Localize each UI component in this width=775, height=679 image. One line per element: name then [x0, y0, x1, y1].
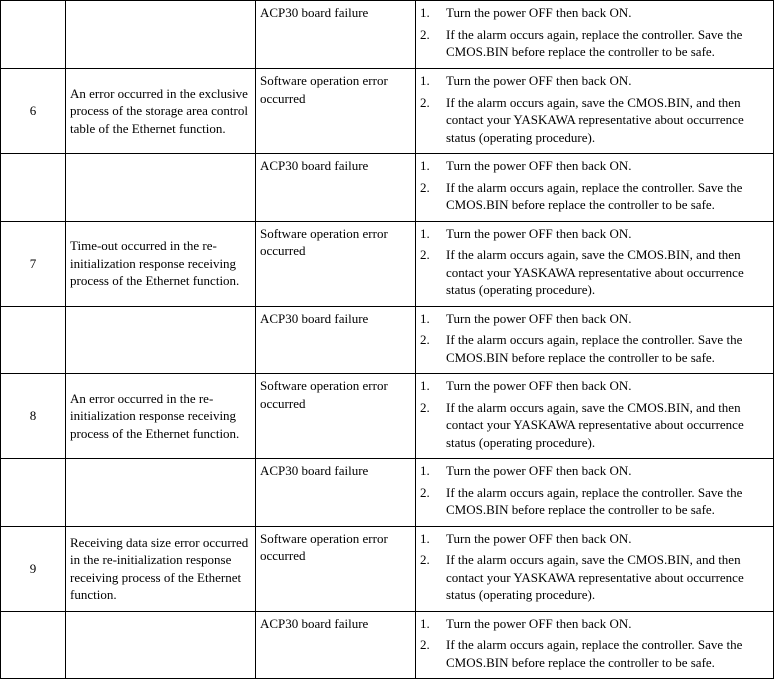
alarm-remedy: [416, 306, 774, 374]
alarm-remedy: [416, 154, 774, 222]
alarm-remedy: [416, 374, 774, 459]
remedy-step: [420, 157, 769, 175]
remedy-step: [420, 462, 769, 480]
alarm-description: [66, 611, 256, 679]
alarm-number: 7: [1, 221, 66, 306]
alarm-description: [66, 1, 256, 69]
remedy-step: [420, 331, 769, 366]
step-number: 1.: [420, 378, 430, 393]
alarm-description: [66, 154, 256, 222]
step-text: Turn the power OFF then back ON.: [446, 378, 632, 393]
step-text: If the alarm occurs again, replace the controller. Save the CMOS.BIN before replace the controller to be safe.: [446, 637, 743, 670]
step-number: 2.: [420, 26, 430, 42]
table-row: [1, 69, 774, 154]
remedy-step: [420, 399, 769, 452]
step-number: 2.: [420, 484, 430, 500]
alarm-number: 8: [1, 374, 66, 459]
table-row: [1, 459, 774, 527]
alarm-cause: ACP30 board failure: [256, 459, 416, 527]
alarm-number: [1, 1, 66, 69]
table-row: [1, 306, 774, 374]
alarm-description: Receiving data size error occurred in the re-initialization response receiving process of the Ethernet function.: [66, 526, 256, 611]
alarm-remedy: [416, 526, 774, 611]
alarm-cause: ACP30 board failure: [256, 154, 416, 222]
remedy-step: [420, 179, 769, 214]
step-text: If the alarm occurs again, save the CMOS.BIN, and then contact your YASKAWA representative about occurrence status (operating procedure).: [446, 399, 744, 450]
alarm-cause: ACP30 board failure: [256, 306, 416, 374]
alarm-number: [1, 306, 66, 374]
remedy-step: [420, 377, 769, 395]
alarm-cause: Software operation error occurred: [256, 221, 416, 306]
alarm-number: 9: [1, 526, 66, 611]
step-number: 1.: [420, 615, 430, 631]
step-number: 1.: [420, 225, 430, 241]
step-number: 1.: [420, 158, 430, 173]
step-text: Turn the power OFF then back ON.: [446, 463, 632, 478]
step-number: 1.: [420, 530, 430, 546]
alarm-number: [1, 154, 66, 222]
alarm-description: An error occurred in the exclusive process of the storage area control table of the Ethernet function.: [66, 69, 256, 154]
remedy-step: [420, 310, 769, 328]
step-text: Turn the power OFF then back ON.: [446, 615, 632, 631]
alarm-cause: Software operation error occurred: [256, 69, 416, 154]
table-row: [1, 1, 774, 69]
remedy-step: [420, 484, 769, 519]
alarm-remedy: [416, 611, 774, 679]
table-row: [1, 611, 774, 679]
alarm-number: [1, 611, 66, 679]
remedy-step: [420, 615, 769, 633]
alarm-cause: Software operation error occurred: [256, 374, 416, 459]
alarm-cause: Software operation error occurred: [256, 526, 416, 611]
step-number: 2.: [420, 637, 430, 652]
alarm-remedy: [416, 221, 774, 306]
remedy-step: [420, 636, 769, 671]
alarm-cause: ACP30 board failure: [256, 611, 416, 679]
step-number: 1.: [420, 73, 430, 88]
remedy-step: [420, 246, 769, 299]
alarm-description: [66, 459, 256, 527]
step-text: If the alarm occurs again, save the CMOS.BIN, and then contact your YASKAWA representative about occurrence status (operating procedure).: [446, 552, 744, 602]
alarm-description: [66, 306, 256, 374]
table-row: [1, 221, 774, 306]
remedy-step: [420, 551, 769, 604]
step-number: 2.: [420, 552, 430, 567]
step-text: If the alarm occurs again, save the CMOS.BIN, and then contact your YASKAWA representative about occurrence status (operating procedure).: [446, 94, 744, 145]
remedy-step: [420, 225, 769, 243]
step-text: Turn the power OFF then back ON.: [446, 225, 632, 241]
alarm-remedy: [416, 1, 774, 69]
alarm-number: [1, 459, 66, 527]
alarm-cause: ACP30 board failure: [256, 1, 416, 69]
table-row: [1, 526, 774, 611]
step-number: 2.: [420, 399, 430, 415]
remedy-step: [420, 26, 769, 61]
step-text: Turn the power OFF then back ON.: [446, 158, 632, 173]
step-number: 1.: [420, 310, 430, 326]
table-row: [1, 374, 774, 459]
step-number: 2.: [420, 247, 430, 262]
alarm-description: An error occurred in the re-initialization response receiving process of the Ethernet function.: [66, 374, 256, 459]
step-text: Turn the power OFF then back ON.: [446, 73, 632, 88]
step-number: 2.: [420, 179, 430, 195]
step-text: Turn the power OFF then back ON.: [446, 530, 632, 546]
remedy-step: [420, 72, 769, 90]
step-text: Turn the power OFF then back ON.: [446, 5, 632, 20]
step-text: If the alarm occurs again, replace the controller. Save the CMOS.BIN before replace the controller to be safe.: [446, 179, 743, 212]
alarm-number: 6: [1, 69, 66, 154]
remedy-step: [420, 4, 769, 22]
step-number: 2.: [420, 332, 430, 347]
step-text: If the alarm occurs again, replace the controller. Save the CMOS.BIN before replace the controller to be safe.: [446, 484, 743, 517]
step-text: Turn the power OFF then back ON.: [446, 310, 632, 326]
remedy-step: [420, 94, 769, 147]
remedy-step: [420, 530, 769, 548]
alarm-remedy: [416, 459, 774, 527]
step-number: 1.: [420, 463, 430, 478]
step-text: If the alarm occurs again, save the CMOS.BIN, and then contact your YASKAWA representative about occurrence status (operating procedure).: [446, 247, 744, 297]
step-number: 2.: [420, 94, 430, 110]
alarm-description: Time-out occurred in the re-initialization response receiving process of the Ethernet function.: [66, 221, 256, 306]
table-row: [1, 154, 774, 222]
step-number: 1.: [420, 5, 430, 20]
step-text: If the alarm occurs again, replace the controller. Save the CMOS.BIN before replace the controller to be safe.: [446, 332, 743, 365]
step-text: If the alarm occurs again, replace the controller. Save the CMOS.BIN before replace the controller to be safe.: [446, 26, 743, 59]
alarm-remedy: [416, 69, 774, 154]
